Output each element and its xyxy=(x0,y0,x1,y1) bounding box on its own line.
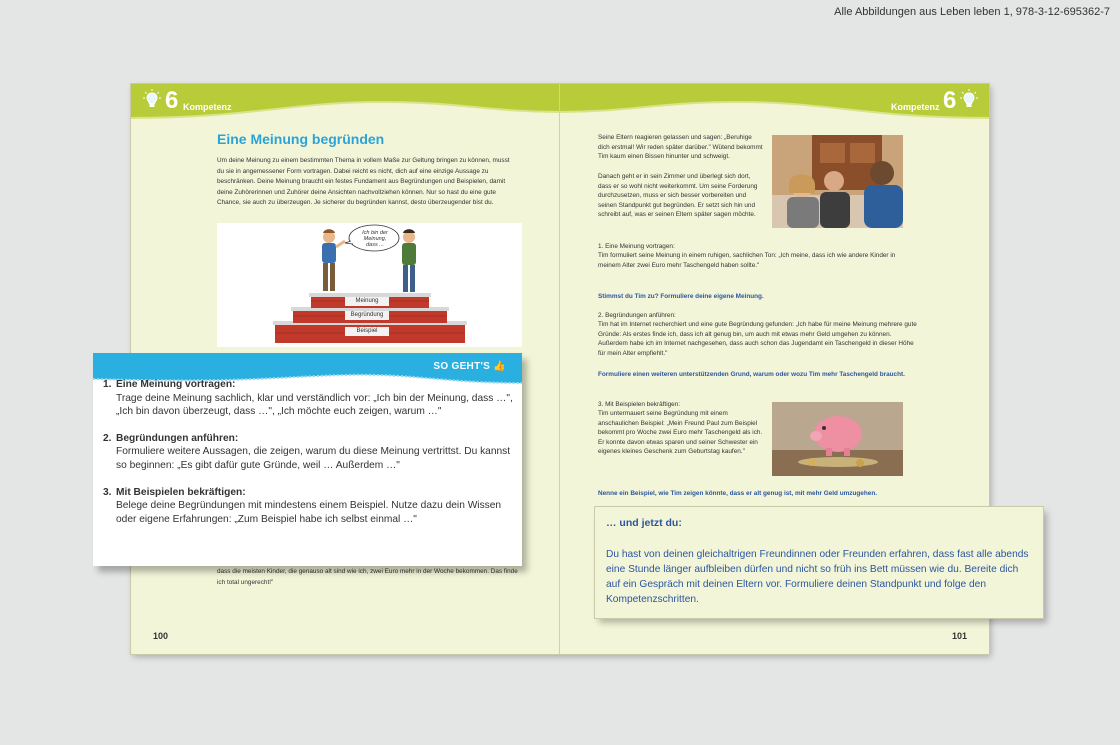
lightbulb-icon xyxy=(143,89,161,111)
step2-text: Tim hat im Internet recherchiert und eine gute Begründung gefunden: „Ich habe für meine Meinung mehrere gute Gründe: Als erstes finde ich, dass ich alt genug bin, um auch mit etwas mehr Geld umgehen zu können. Außerdem habe ich im Internet nachgesehen, dass auch schon das Jugendamt ein Taschengeld in dieser Höhe für mein Alter empfiehlt." xyxy=(598,321,917,357)
step3-title: 3. Mit Beispielen bekräftigen: xyxy=(598,401,681,408)
so-gehts-list xyxy=(103,378,513,539)
item-text: Belege deine Begründungen mit mindestens einem Beispiel. Nutze dazu dein Wissen oder eigene Erfahrungen: „Zum Beispiel habe ich selbst einmal …" xyxy=(116,500,502,525)
page-title: Eine Meinung begründen xyxy=(217,131,385,147)
item-title: Eine Meinung vortragen: xyxy=(116,379,236,390)
story-paragraph-2: Danach geht er in sein Zimmer und überlegt sich dort, dass er so wohl nicht weiterkommt. Um seine Forderung durchzusetzen, muss er sich besser vorbereiten und seinen Standpunkt gut begründen. Er setzt sich hin und schreibt auf, was er seinen Eltern später sagen möchte. xyxy=(598,173,758,219)
item-number: 3. xyxy=(103,486,112,498)
step3-text: Tim untermauert seine Begründung mit einem anschaulichen Beispiel: „Mein Freund Paul zum Beispiel bekommt pro Woche zwei Euro mehr Taschengeld als ich. Er konnte davon etwas sparen und seiner Schwester ein eigenes kleines Geschenk zum Geburtstag kaufen." xyxy=(598,410,763,456)
step1-title: 1. Eine Meinung vortragen: xyxy=(598,243,675,250)
chapter-label: Kompetenz xyxy=(891,102,940,112)
staircase-illustration xyxy=(217,223,522,347)
family-photo xyxy=(772,135,903,228)
chapter-label: Kompetenz xyxy=(183,102,232,112)
so-gehts-item-3 xyxy=(103,486,513,527)
step1-text: Tim formuliert seine Meinung in einem ruhigen, sachlichen Ton: „Ich meine, dass ich wie andere Kinder in meinem Alter zwei Euro mehr Taschengeld haben sollte." xyxy=(598,252,896,269)
so-gehts-heading-text: SO GEHT'S xyxy=(433,361,491,372)
und-jetzt-du-box xyxy=(595,507,1043,618)
piggy-bank-drawing xyxy=(772,402,903,476)
story-paragraph-1: Seine Eltern reagieren gelassen und sagen: „Beruhige dich erstmal! Wir reden später darüber." Wütend bekommt Tim kaum einen Bissen hinunter und schweigt. xyxy=(598,134,763,161)
task-1: Stimmst du Tim zu? Formuliere deine eigene Meinung. xyxy=(598,293,764,300)
page-number-left: 100 xyxy=(153,631,169,641)
so-gehts-item-1 xyxy=(103,378,513,419)
und-jetzt-du-title: … und jetzt du: xyxy=(606,517,682,529)
family-photo-drawing xyxy=(772,135,903,228)
step-label-begruendung: Begründung xyxy=(350,312,384,318)
intro-text: Um deine Meinung zu einem bestimmten Thema in vollem Maße zur Geltung bringen zu können, musst du sie in angemessener Form vortragen. Dabei reicht es nicht, dich auf eine einzige Aussage zu beschränken. Deine Meinung braucht ein festes Fundament aus Begründungen und Beispielen, damit deine Zuhörerinnen und Zuhörer deine Ansichten nachvollziehen können. Nur so hast du eine gute Chance, sie auch zu überzeugen. Je sicherer du begründen kannst, desto überzeugender bist du. xyxy=(217,157,510,206)
item-text: Formuliere weitere Aussagen, die zeigen, warum du diese Meinung vertrittst. Du kannst so beginnen: „Es gibt dafür gute Gründe, weil … Außerdem …" xyxy=(116,446,511,471)
chapter-number: 6 xyxy=(165,87,179,114)
lightbulb-icon xyxy=(960,89,978,111)
speech-bubble-text: Ich bin der Meinung, dass ... xyxy=(362,230,388,248)
thumbs-up-icon: 👍 xyxy=(493,361,506,372)
item-number: 1. xyxy=(103,379,112,390)
task-2: Formuliere einen weiteren unterstützenden Grund, warum oder wozu Tim mehr Taschengeld braucht. xyxy=(598,371,905,378)
so-gehts-item-2 xyxy=(103,432,513,473)
story-continuation: dass die meisten Kinder, die genauso alt sind wie ich, zwei Euro mehr in der Woche bekommen. Das finde ich total ungerecht!" xyxy=(217,568,518,586)
page-number-right: 101 xyxy=(952,631,968,641)
step2-title: 2. Begründungen anführen: xyxy=(598,312,676,319)
step-label-beispiel: Beispiel xyxy=(356,328,378,334)
piggy-bank-photo xyxy=(772,402,903,476)
chapter-number: 6 xyxy=(943,87,957,114)
und-jetzt-du-text: Du hast von deinen gleichaltrigen Freundinnen oder Freunden erfahren, dass fast alle abends eine Stunde länger aufbleiben dürfen und nicht so früh ins Bett müssen wie du. Bereite dich auf ein Gespräch mit deinen Eltern vor. Formuliere deinen Standpunkt und folge den Kompetenzschritten. xyxy=(606,549,1029,605)
task-3: Nenne ein Beispiel, wie Tim zeigen könnte, dass er alt genug ist, mit mehr Geld umzugehen. xyxy=(598,490,878,497)
image-credit: Alle Abbildungen aus Leben leben 1, 978-3-12-695362-7 xyxy=(834,6,1110,18)
item-number: 2. xyxy=(103,432,112,444)
so-gehts-box xyxy=(93,353,522,566)
item-title: Begründungen anführen: xyxy=(116,432,239,444)
item-title: Mit Beispielen bekräftigen: xyxy=(116,486,246,498)
so-gehts-heading xyxy=(433,361,506,372)
item-text: Trage deine Meinung sachlich, klar und verständlich vor: „Ich bin der Meinung, dass …", „Ich bin davon überzeugt, dass …", „Ich möchte euch zeigen, warum …" xyxy=(116,392,513,418)
step-label-meinung: Meinung xyxy=(355,298,379,304)
